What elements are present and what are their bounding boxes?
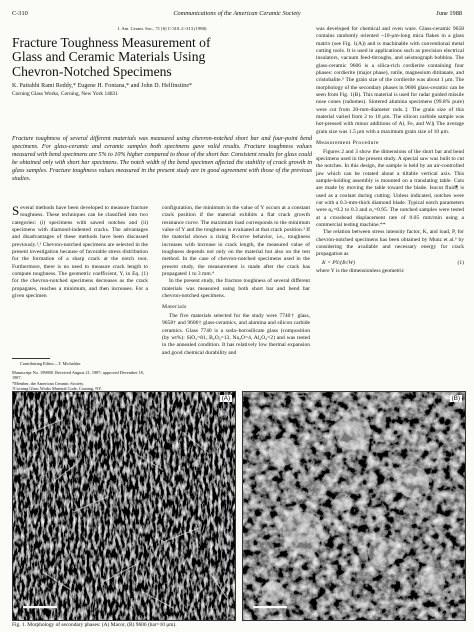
intro-paragraph <box>12 205 148 300</box>
paragraph: The five materials selected for the study were 7740† glass, 9658† and 9606† glass-ceramics, and alumina and silicon carbide ceramics. Glass 7740 is a soda–borosilicate glass (composition (by wt%): SiO₂=81, B₂O₃=13, Na₂O=4, Al₂O₃=2) and was tested in the annealed condition. It has relatively low thermal expansion and good chemical durability and <box>162 312 310 356</box>
paragraph: Figures 2 and 3 show the dimensions of the short bar and bend specimens used in the present study. A special saw was built to cut the notches. In this design, the sample is held by an air-controlled jaw which can be rotated about a tiltable vertical axis. This sample-holding assembly is mounted on a translating table. Cuts are made by moving the table toward the blade. Isocut fluid¶ is used as a coolant during cutting. Unless indicated, notches were cut with a 0.3-mm-thick diamond blade. Typical notch parameters were α₀=0.2 to 0.3 and α₁=0.95. The notched samples were tested at a crosshead displacement rate of 0.05 mm/min using a commercial testing machine.** <box>316 148 464 228</box>
equation: K = PY/(B√W) <box>322 259 355 266</box>
abstract: Fracture toughness of several different materials was measured using chevron-notched short bar and four-point bend specimens. For glass-ceramic and ceramic samples both specimens gave valid results. Fracture toughness values measured with bend specimens are 5% to 10% higher compared to those of the short bar. Consistent results for glass could be obtained only with short bar specimens. The notch width of the bend specimen affected the stability of crack growth in glass samples. Fracture toughness values measured in the present study are in good agreement with those of the previous studies. <box>12 136 312 182</box>
paragraph: In the present study, the fracture toughness of several different materials was measured using both short bar and bend bar chevron-notched specimens. <box>162 278 310 300</box>
micrograph-a-image <box>13 392 235 620</box>
title-line: Chevron-Notched Specimens <box>12 63 172 79</box>
micrograph-a <box>12 391 236 621</box>
section-heading-measurement: Measurement Procedure <box>316 140 379 147</box>
title-block <box>12 26 312 97</box>
footnote-rule <box>12 358 50 359</box>
intro-text: everal methods have been developed to measure fracture toughness. These techniques can be classified into two categories: (i) specimens with sawed notches and (ii) specimens with diamond-indented cracks. The advantages and disadvantages of these methods have been discussed previously.¹,² Chevron-notched specimens are selected in the present investigation because of favorable stress distribution for the formation of a sharp crack at the notch root. Furthermore, there is no need to measure crack length to compute toughness. The geometric coefficient, Y, in Eq. (1) for the chevron-notched specimens decreases as the crack propagates, reaches a minimum, and then increases. For a given specimen <box>12 205 148 300</box>
column-2 <box>162 205 310 357</box>
panel-label-b: (B) <box>451 395 460 402</box>
issue-date: June 1988 <box>436 10 462 17</box>
affiliation: Corning Glass Works, Corning, New York 14831 <box>12 91 118 98</box>
panel-label-a: (A) <box>221 395 230 402</box>
scale-bar <box>23 606 57 608</box>
contributing-editor: Contributing Editor—T. Michalske <box>20 361 81 366</box>
equation-number: (1) <box>457 259 464 266</box>
authors: K. Pattabhi Rami Reddy,* Eugene H. Fontana,* and John D. Helfinstine* <box>12 83 193 90</box>
footnote: Manuscript No. 199800. Received August 21, 1987; approved December 18, 1987. <box>12 370 144 381</box>
section-heading-materials: Materials <box>162 304 187 311</box>
title-line: Fracture Toughness Measurement of <box>12 35 211 50</box>
panel-tag-a: Corning 9658 <box>63 394 87 398</box>
column-1 <box>12 205 148 300</box>
equation-1 <box>316 260 464 268</box>
micrograph-b <box>242 391 466 621</box>
micrograph-b-image <box>243 392 465 620</box>
page-number: C-310 <box>12 10 28 17</box>
paragraph: was developed for chemical and oven ware. Glass-ceramic 9658 contains randomly oriented ~10-μm-long mica flakes in a glass matrix (see Fig. 1(A)) and is machinable with conventional metal cutting tools. It is used in applications such as precision electrical insulators, vacuum feed-throughs, and seismograph bobbins. The glass-ceramic 9606 is a silica-rich cordierite containing four phases: cordierite (major phase), rutile, magnesium dititanate, and cristobalite.⁵ The grain size of the cordierite was about 1 μm. The morphology of the secondary phases in 9606 glass-ceramic can be seen from Fig. 1(B). This material is used for radar guided missile nose cones (radomes). Sintered alumina specimens (99.8% pure) were cut from 20-mm-diameter rods.‡ The grain size of this material varied from 2 to 10 μm. The silicon carbide sample was hot-pressed with minor additions of Al, Fe, and W.§ The average grain size was 1.5 μm with a maximum grain size of 10 μm. <box>316 26 464 135</box>
figure-1 <box>12 391 464 619</box>
title-line: Glass and Ceramic Materials Using <box>12 49 206 65</box>
panel-tag-b: Corning 9606 <box>293 394 317 398</box>
journal-name: Communications of the American Ceramic Society <box>173 10 301 17</box>
footnote: †Corning Glass Works Material Code, Corning, NY. <box>12 385 102 391</box>
article-title <box>12 36 312 79</box>
scale-bar <box>253 606 287 608</box>
paragraph: configuration, the minimum in the value of Y occurs at a constant crack position if the material exhibits a flat crack growth resistance curve. The maximum load corresponds to the minimum value of Y and the toughness is evaluated at that crack position.³ If the material shows a rising R-curve behavior, i.e., toughness increases with increase in crack length, the measured value of toughness depends not only on the material but also on the test method. In the case of chevron-notched specimens used in the present study, the measurement is made after the crack has propagated 1 to 3 mm.⁴ <box>162 205 310 278</box>
column-3 <box>316 26 464 275</box>
running-head <box>12 10 462 22</box>
footnote: *Member, the American Ceramic Society. <box>12 380 85 386</box>
paragraph: where Y is the dimensionless geometric <box>316 267 405 274</box>
figure-caption: Fig. 1. Morphology of secondary phases: (A) Macor, (B) 9606 (bar=10 μm). <box>12 622 177 628</box>
drop-cap: S <box>12 203 20 218</box>
citation: J. Am. Ceram. Soc., 71 [6] C-310–C-313 (1988) <box>117 26 207 31</box>
paragraph: The relation between stress intensity factor, K, and load, P, for chevron-notched specimens has been obtained by Munz et al.⁶ by considering the available and necessary energy for crack propagation as <box>316 229 464 258</box>
